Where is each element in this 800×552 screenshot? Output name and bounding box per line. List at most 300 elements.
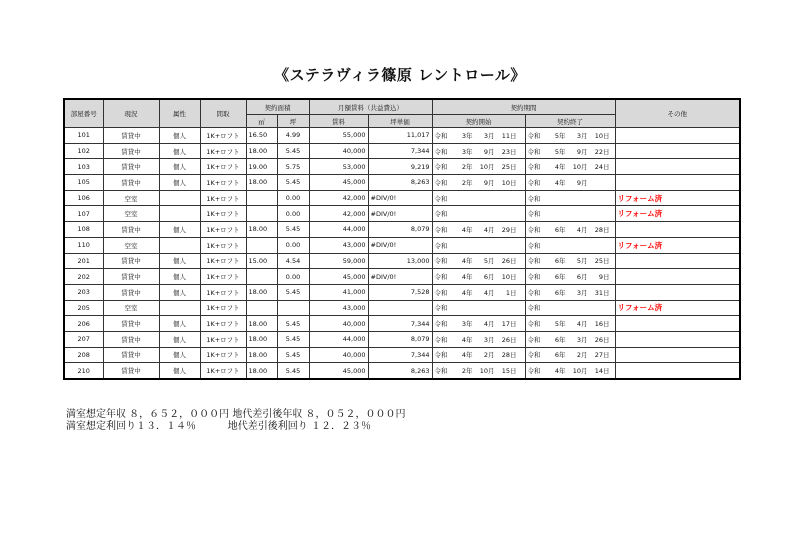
area-m2-cell: 18.00 [246, 143, 277, 159]
area-tsubo-cell: 0.00 [277, 269, 309, 285]
tsubo-price-cell: 8,079 [368, 222, 432, 238]
area-tsubo-cell: 5.75 [277, 159, 309, 175]
note-cell: リフォーム済 [615, 300, 740, 316]
header-room-no: 部屋番号 [64, 99, 103, 128]
date-era: 令和 [434, 241, 448, 250]
tenant-type-cell: 個人 [159, 159, 200, 175]
header-layout: 間取 [200, 99, 246, 128]
room-no-cell: 202 [64, 269, 103, 285]
status-cell: 賃貸中 [103, 363, 159, 379]
date-era: 令和 [527, 367, 541, 376]
date-m: 9月 [483, 147, 495, 156]
term-start-cell [432, 331, 525, 347]
room-no-cell: 210 [64, 363, 103, 379]
area-tsubo-cell: 4.99 [277, 128, 309, 144]
date-y: 2年 [461, 367, 473, 376]
room-no-cell: 110 [64, 237, 103, 253]
date-parts [433, 175, 525, 190]
date-y: 4年 [554, 367, 566, 376]
header-tenant-type: 属性 [159, 99, 200, 128]
status-cell: 賃貸中 [103, 222, 159, 238]
date-parts [433, 144, 525, 159]
date-y: 5年 [554, 320, 566, 329]
date-d: 25日 [501, 163, 517, 172]
date-parts [526, 332, 615, 347]
date-era: 令和 [434, 225, 448, 234]
date-d: 26日 [501, 257, 517, 266]
table-row [64, 237, 740, 253]
area-m2-cell: 18.00 [246, 222, 277, 238]
area-tsubo-cell [277, 300, 309, 316]
date-era: 令和 [527, 147, 541, 156]
date-parts [433, 363, 525, 378]
date-d: 17日 [501, 320, 517, 329]
rent-cell: 45,000 [309, 175, 368, 191]
note-cell [615, 363, 740, 379]
tsubo-price-cell: 13,000 [368, 253, 432, 269]
layout-cell: 1K+ロフト [200, 331, 246, 347]
date-era: 令和 [527, 241, 541, 250]
date-era: 令和 [527, 304, 541, 313]
date-era: 令和 [434, 147, 448, 156]
tsubo-price-cell: 7,344 [368, 143, 432, 159]
tenant-type-cell: 個人 [159, 222, 200, 238]
date-parts [433, 222, 525, 237]
note-cell [615, 316, 740, 332]
table-row [64, 300, 740, 316]
date-parts [433, 128, 525, 143]
date-era: 令和 [434, 304, 448, 313]
room-no-cell: 103 [64, 159, 103, 175]
date-parts [526, 206, 615, 221]
date-d: 14日 [594, 367, 610, 376]
term-start-cell [432, 363, 525, 379]
note-cell: リフォーム済 [615, 190, 740, 206]
rent-roll-table [63, 98, 741, 380]
area-m2-cell: 18.00 [246, 347, 277, 363]
header-rent: 賃料 [309, 115, 368, 128]
date-m: 6月 [483, 273, 495, 282]
tsubo-price-cell: 7,344 [368, 316, 432, 332]
date-d: 16日 [594, 320, 610, 329]
date-parts [433, 254, 525, 269]
date-parts [526, 254, 615, 269]
tsubo-price-cell [368, 300, 432, 316]
area-tsubo-cell: 5.45 [277, 284, 309, 300]
header-tsubo-price: 坪単価 [368, 115, 432, 128]
rent-cell: 45,000 [309, 269, 368, 285]
rent-cell: 40,000 [309, 143, 368, 159]
header-area-m2: ㎡ [246, 115, 277, 128]
status-cell: 賃貸中 [103, 128, 159, 144]
room-no-cell: 201 [64, 253, 103, 269]
layout-cell: 1K+ロフト [200, 316, 246, 332]
summary-income: 満室想定年収 ８，６５２，０００円 地代差引後年収 ８，０５２，０００円 [66, 409, 406, 420]
status-cell: 空室 [103, 206, 159, 222]
rent-cell: 42,000 [309, 190, 368, 206]
room-no-cell: 208 [64, 347, 103, 363]
rent-cell: 55,000 [309, 128, 368, 144]
date-parts [433, 206, 525, 221]
rent-cell: 42,000 [309, 206, 368, 222]
table-row [64, 190, 740, 206]
date-era: 令和 [527, 225, 541, 234]
term-start-cell [432, 128, 525, 144]
header-area-tsubo: 坪 [277, 115, 309, 128]
date-d: 28日 [501, 351, 517, 360]
header-status: 現況 [103, 99, 159, 128]
area-m2-cell: 16.50 [246, 128, 277, 144]
date-parts [433, 191, 525, 206]
rent-cell: 41,000 [309, 284, 368, 300]
date-d: 1日 [505, 288, 517, 297]
note-cell [615, 331, 740, 347]
date-era: 令和 [527, 335, 541, 344]
date-m: 2月 [576, 351, 588, 360]
date-m: 10月 [479, 367, 495, 376]
area-m2-cell [246, 190, 277, 206]
header-term: 契約期間 [432, 99, 615, 115]
date-y: 4年 [461, 351, 473, 360]
note-cell [615, 222, 740, 238]
area-tsubo-cell: 0.00 [277, 190, 309, 206]
date-parts [433, 159, 525, 174]
tenant-type-cell: 個人 [159, 175, 200, 191]
room-no-cell: 101 [64, 128, 103, 144]
tenant-type-cell: 個人 [159, 363, 200, 379]
date-era: 令和 [434, 367, 448, 376]
date-era: 令和 [527, 273, 541, 282]
date-parts [526, 222, 615, 237]
room-no-cell: 106 [64, 190, 103, 206]
date-y: 6年 [554, 225, 566, 234]
rent-cell: 59,000 [309, 253, 368, 269]
date-d: 25日 [594, 257, 610, 266]
date-m: 3月 [483, 335, 495, 344]
tsubo-price-cell: #DIV/0! [368, 206, 432, 222]
rent-cell: 43,000 [309, 300, 368, 316]
rent-cell: 53,000 [309, 159, 368, 175]
table-row [64, 143, 740, 159]
date-y: 6年 [554, 335, 566, 344]
term-end-cell [525, 347, 615, 363]
term-end-cell [525, 206, 615, 222]
area-m2-cell [246, 237, 277, 253]
area-tsubo-cell: 5.45 [277, 222, 309, 238]
table-row [64, 128, 740, 144]
rent-cell: 43,000 [309, 237, 368, 253]
date-m: 2月 [483, 351, 495, 360]
status-cell: 賃貸中 [103, 269, 159, 285]
date-d: 11日 [501, 131, 517, 140]
tenant-type-cell: 個人 [159, 253, 200, 269]
room-no-cell: 102 [64, 143, 103, 159]
note-cell [615, 347, 740, 363]
date-y: 4年 [461, 257, 473, 266]
layout-cell: 1K+ロフト [200, 222, 246, 238]
date-parts [526, 144, 615, 159]
date-era: 令和 [527, 210, 541, 219]
page-title: 《ステラヴィラ篠原 レントロール》 [274, 66, 526, 84]
date-d: 31日 [594, 288, 610, 297]
date-d: 10日 [501, 178, 517, 187]
date-era: 令和 [434, 257, 448, 266]
date-era: 令和 [434, 335, 448, 344]
area-tsubo-cell: 5.45 [277, 363, 309, 379]
term-end-cell [525, 190, 615, 206]
date-m: 9月 [576, 147, 588, 156]
room-no-cell: 108 [64, 222, 103, 238]
area-m2-cell: 18.00 [246, 316, 277, 332]
area-m2-cell [246, 269, 277, 285]
note-cell [615, 143, 740, 159]
date-parts [526, 238, 615, 253]
table-row [64, 159, 740, 175]
status-cell: 賃貸中 [103, 331, 159, 347]
tsubo-price-cell: #DIV/0! [368, 237, 432, 253]
date-d: 26日 [594, 335, 610, 344]
tsubo-price-cell: 7,528 [368, 284, 432, 300]
term-end-cell [525, 363, 615, 379]
status-cell: 賃貸中 [103, 143, 159, 159]
area-tsubo-cell: 4.54 [277, 253, 309, 269]
term-end-cell [525, 300, 615, 316]
term-start-cell [432, 143, 525, 159]
rent-cell: 40,000 [309, 347, 368, 363]
term-start-cell [432, 237, 525, 253]
note-cell [615, 269, 740, 285]
area-m2-cell: 15.00 [246, 253, 277, 269]
header-row [64, 99, 740, 115]
date-y: 3年 [461, 131, 473, 140]
term-end-cell [525, 331, 615, 347]
area-m2-cell [246, 206, 277, 222]
layout-cell: 1K+ロフト [200, 253, 246, 269]
note-cell: リフォーム済 [615, 237, 740, 253]
date-parts [433, 238, 525, 253]
note-cell [615, 128, 740, 144]
tsubo-price-cell: #DIV/0! [368, 269, 432, 285]
area-tsubo-cell: 0.00 [277, 237, 309, 253]
term-start-cell [432, 175, 525, 191]
term-start-cell [432, 316, 525, 332]
layout-cell: 1K+ロフト [200, 300, 246, 316]
note-cell [615, 175, 740, 191]
date-d: 22日 [594, 147, 610, 156]
room-no-cell: 107 [64, 206, 103, 222]
date-y: 5年 [554, 131, 566, 140]
date-m: 5月 [483, 257, 495, 266]
date-y: 4年 [554, 163, 566, 172]
date-parts [526, 191, 615, 206]
tenant-type-cell [159, 206, 200, 222]
date-m: 4月 [483, 288, 495, 297]
date-parts [526, 301, 615, 316]
date-era: 令和 [527, 163, 541, 172]
date-m: 10月 [572, 163, 588, 172]
date-m: 3月 [483, 131, 495, 140]
date-era: 令和 [434, 210, 448, 219]
date-era: 令和 [434, 320, 448, 329]
date-y: 4年 [461, 225, 473, 234]
status-cell: 賃貸中 [103, 316, 159, 332]
term-end-cell [525, 159, 615, 175]
date-era: 令和 [434, 178, 448, 187]
tenant-type-cell: 個人 [159, 284, 200, 300]
term-end-cell [525, 237, 615, 253]
term-start-cell [432, 253, 525, 269]
note-cell [615, 284, 740, 300]
layout-cell: 1K+ロフト [200, 269, 246, 285]
area-tsubo-cell: 0.00 [277, 206, 309, 222]
area-tsubo-cell: 5.45 [277, 143, 309, 159]
status-cell: 賃貸中 [103, 175, 159, 191]
term-start-cell [432, 190, 525, 206]
header-rent-group: 月額賃料（共益費込） [309, 99, 432, 115]
term-start-cell [432, 159, 525, 175]
term-end-cell [525, 222, 615, 238]
date-era: 令和 [434, 194, 448, 203]
area-m2-cell: 19.00 [246, 159, 277, 175]
date-m: 9月 [483, 178, 495, 187]
date-era: 令和 [527, 178, 541, 187]
date-era: 令和 [527, 194, 541, 203]
date-d: 24日 [594, 163, 610, 172]
note-cell [615, 159, 740, 175]
date-m: 4月 [483, 225, 495, 234]
tsubo-price-cell: 8,263 [368, 175, 432, 191]
area-tsubo-cell: 5.45 [277, 316, 309, 332]
date-m: 3月 [576, 131, 588, 140]
room-no-cell: 205 [64, 300, 103, 316]
date-y: 6年 [554, 351, 566, 360]
tsubo-price-cell: 7,344 [368, 347, 432, 363]
term-end-cell [525, 316, 615, 332]
date-m: 4月 [576, 320, 588, 329]
table-row [64, 175, 740, 191]
table-row [64, 253, 740, 269]
date-y: 2年 [461, 163, 473, 172]
table-row [64, 284, 740, 300]
layout-cell: 1K+ロフト [200, 159, 246, 175]
tenant-type-cell: 個人 [159, 269, 200, 285]
term-start-cell [432, 300, 525, 316]
date-m: 5月 [576, 257, 588, 266]
area-m2-cell: 18.00 [246, 175, 277, 191]
room-no-cell: 207 [64, 331, 103, 347]
layout-cell: 1K+ロフト [200, 237, 246, 253]
date-d: 9日 [598, 273, 610, 282]
date-y: 4年 [461, 335, 473, 344]
date-parts [526, 348, 615, 363]
date-y: 4年 [461, 273, 473, 282]
note-cell: リフォーム済 [615, 206, 740, 222]
date-d: 15日 [501, 367, 517, 376]
status-cell: 空室 [103, 237, 159, 253]
date-parts [526, 159, 615, 174]
term-end-cell [525, 143, 615, 159]
layout-cell: 1K+ロフト [200, 284, 246, 300]
table-row [64, 331, 740, 347]
rent-cell: 44,000 [309, 331, 368, 347]
summary-yield: 満室想定利回り１３．１４％ 地代差引後利回り １２．２３％ [66, 421, 371, 432]
tenant-type-cell: 個人 [159, 128, 200, 144]
date-m: 3月 [576, 335, 588, 344]
term-start-cell [432, 284, 525, 300]
date-parts [526, 175, 615, 190]
date-era: 令和 [527, 288, 541, 297]
layout-cell: 1K+ロフト [200, 175, 246, 191]
date-era: 令和 [527, 351, 541, 360]
layout-cell: 1K+ロフト [200, 347, 246, 363]
tsubo-price-cell: 8,263 [368, 363, 432, 379]
date-d: 29日 [501, 225, 517, 234]
tenant-type-cell [159, 237, 200, 253]
date-era: 令和 [434, 288, 448, 297]
header-term-end: 契約終了 [525, 115, 615, 128]
date-d: 10日 [501, 273, 517, 282]
date-y: 5年 [554, 147, 566, 156]
date-d: 10日 [594, 131, 610, 140]
term-start-cell [432, 206, 525, 222]
date-era: 令和 [527, 131, 541, 140]
tsubo-price-cell: 9,219 [368, 159, 432, 175]
date-m: 9月 [576, 178, 588, 187]
room-no-cell: 105 [64, 175, 103, 191]
area-tsubo-cell: 5.45 [277, 175, 309, 191]
tsubo-price-cell: 8,079 [368, 331, 432, 347]
term-start-cell [432, 347, 525, 363]
date-m: 6月 [576, 273, 588, 282]
date-parts [433, 285, 525, 300]
table-row [64, 206, 740, 222]
tenant-type-cell [159, 190, 200, 206]
date-era: 令和 [527, 257, 541, 266]
area-tsubo-cell: 5.45 [277, 331, 309, 347]
tsubo-price-cell: 11,017 [368, 128, 432, 144]
status-cell: 空室 [103, 190, 159, 206]
area-m2-cell: 18.00 [246, 363, 277, 379]
area-m2-cell [246, 300, 277, 316]
layout-cell: 1K+ロフト [200, 206, 246, 222]
date-m: 10月 [572, 367, 588, 376]
date-parts [526, 285, 615, 300]
tenant-type-cell [159, 300, 200, 316]
header-area: 契約面積 [246, 99, 309, 115]
date-era: 令和 [434, 163, 448, 172]
date-y: 6年 [554, 273, 566, 282]
date-parts [433, 332, 525, 347]
table-row [64, 347, 740, 363]
layout-cell: 1K+ロフト [200, 128, 246, 144]
term-end-cell [525, 284, 615, 300]
term-end-cell [525, 253, 615, 269]
tenant-type-cell: 個人 [159, 316, 200, 332]
date-parts [433, 348, 525, 363]
table-row [64, 316, 740, 332]
tenant-type-cell: 個人 [159, 331, 200, 347]
date-y: 6年 [554, 288, 566, 297]
term-start-cell [432, 222, 525, 238]
layout-cell: 1K+ロフト [200, 143, 246, 159]
rent-cell: 44,000 [309, 222, 368, 238]
date-d: 23日 [501, 147, 517, 156]
table-row [64, 363, 740, 379]
date-d: 28日 [594, 225, 610, 234]
date-era: 令和 [434, 351, 448, 360]
layout-cell: 1K+ロフト [200, 363, 246, 379]
date-m: 10月 [479, 163, 495, 172]
